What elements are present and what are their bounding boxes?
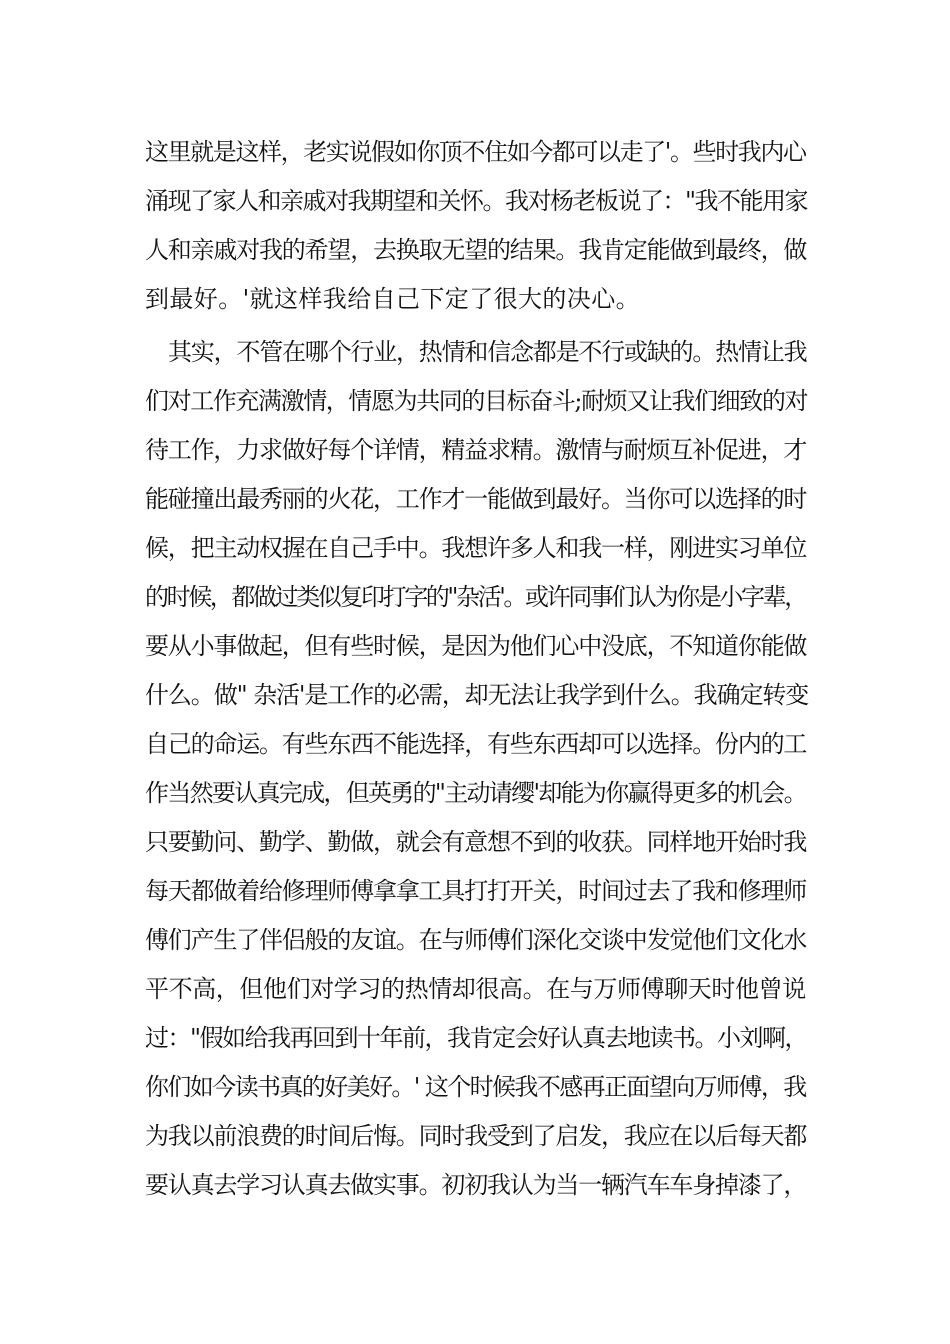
text-line: 每天都做着给修理师傅拿拿工具打打开关，时间过去了我和修理师 — [145, 877, 807, 905]
text-line: 你们如今读书真的好美好。' 这个时候我不感再正面望向万师傅，我 — [145, 1073, 806, 1101]
text-line: 能碰撞出最秀丽的火花，工作才一能做到最好。当你可以选择的时 — [145, 485, 807, 513]
text-line: 候，把主动权握在自己手中。我想许多人和我一样，刚进实习单位 — [145, 534, 807, 562]
text-line: 到最好。'就这样我给自己下定了很大的决心。 — [145, 285, 640, 313]
text-line: 只要勤问、勤学、勤做，就会有意想不到的收获。同样地开始时我 — [145, 828, 807, 856]
text-line: 过："假如给我再回到十年前，我肯定会好认真去地读书。小刘啊， — [145, 1024, 808, 1052]
text-line: 要从小事做起，但有些时候，是因为他们心中没底，不知道你能做 — [145, 632, 807, 660]
text-line: 的时候，都做过类似复印打字的"杂活'。或许同事们认为你是小字辈， — [145, 583, 806, 611]
text-line: 傅们产生了伴侣般的友谊。在与师傅们深化交谈中发觉他们文化水 — [145, 926, 807, 954]
text-line: 其实，不管在哪个行业，热情和信念都是不行或缺的。热情让我 — [168, 338, 807, 366]
text-line: 为我以前浪费的时间后悔。同时我受到了启发，我应在以后每天都 — [145, 1122, 807, 1150]
text-line: 们对工作充满激情，情愿为共同的目标奋斗;耐烦又让我们细致的对 — [145, 387, 808, 415]
text-line: 平不高，但他们对学习的热情却很高。在与万师傅聊天时他曾说 — [145, 975, 806, 1003]
text-line: 什么。做" 杂活'是工作的必需，却无法让我学到什么。我确定转变 — [145, 681, 809, 709]
text-line: 这里就是这样，老实说假如你顶不住如今都可以走了'。些时我内心 — [145, 138, 806, 166]
text-line: 待工作，力求做好每个详情，精益求精。激情与耐烦互补促进，才 — [145, 436, 807, 464]
text-line: 要认真去学习认真去做实事。初初我认为当一辆汽车车身掉漆了， — [145, 1171, 807, 1199]
text-line: 作当然要认真完成，但英勇的"主动请缨'却能为你赢得更多的机会。 — [145, 779, 806, 807]
text-line: 人和亲戚对我的希望，去换取无望的结果。我肯定能做到最终，做 — [145, 236, 807, 264]
text-line: 自己的命运。有些东西不能选择，有些东西却可以选择。份内的工 — [145, 730, 807, 758]
text-line: 涌现了家人和亲戚对我期望和关怀。我对杨老板说了："我不能用家 — [145, 187, 808, 215]
